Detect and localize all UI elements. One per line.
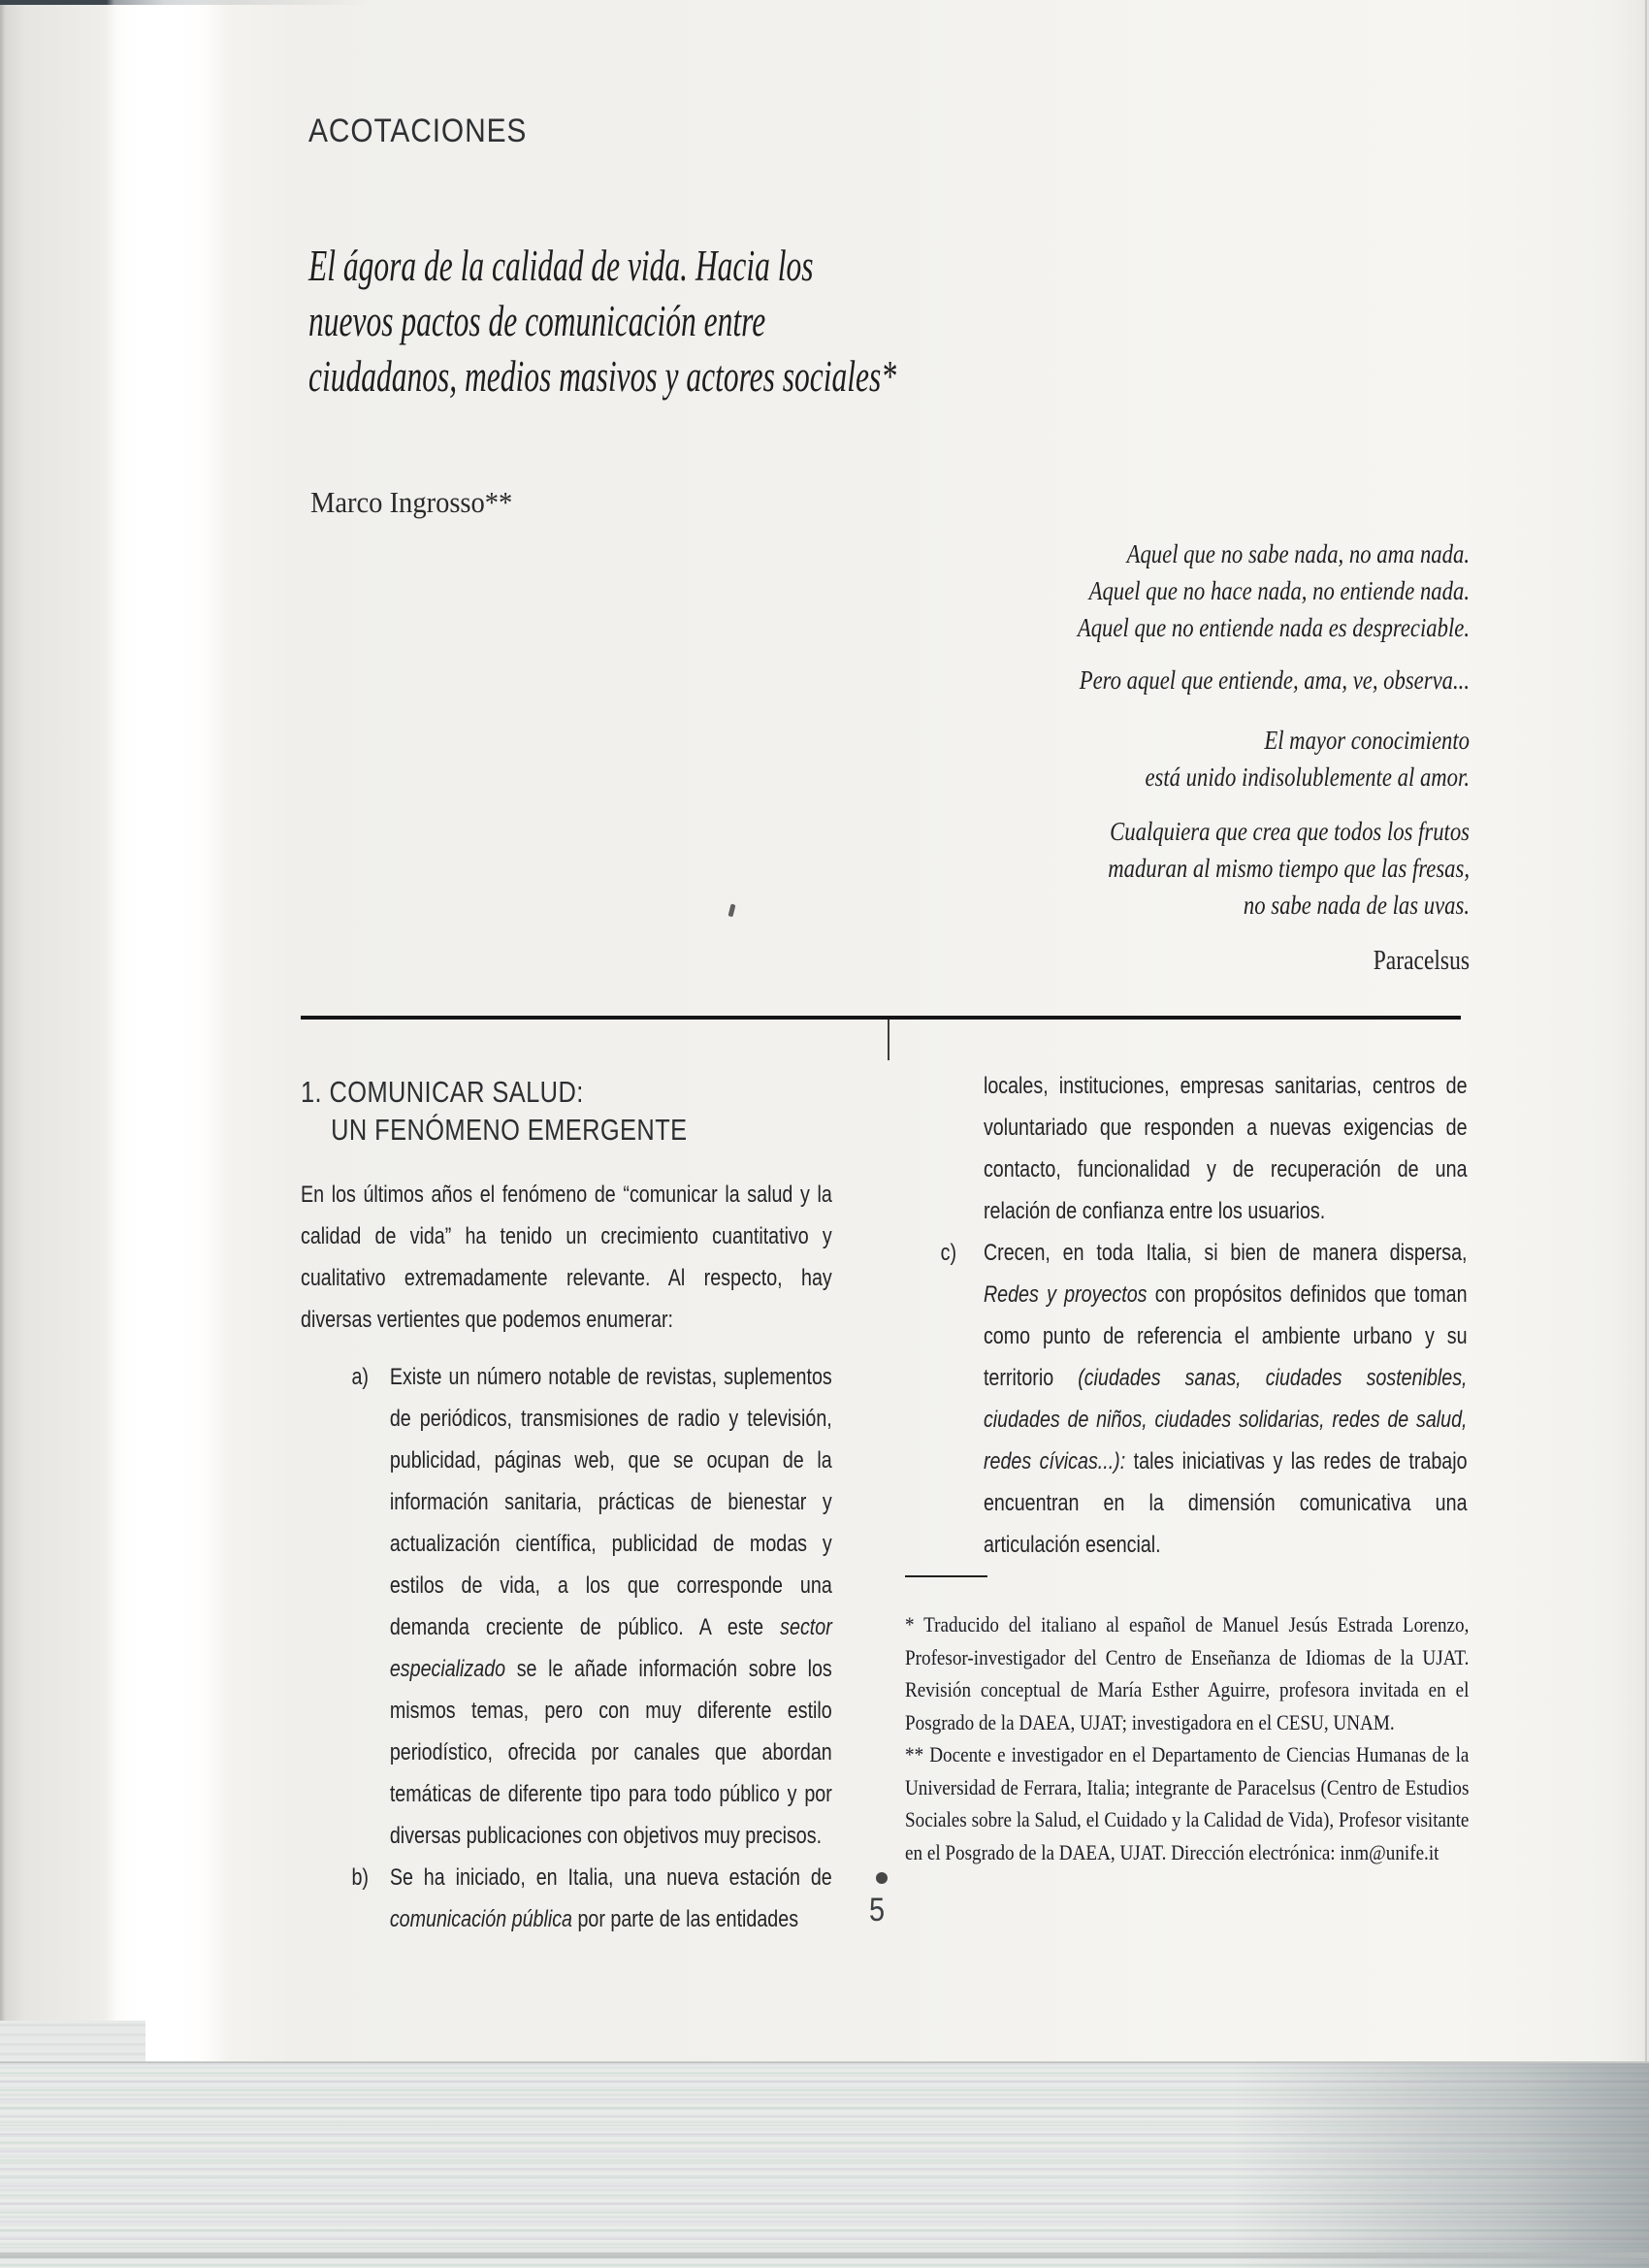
item-list	[922, 1232, 1468, 1566]
item-text: Crecen, en toda Italia, si bien de manera dispersa, Redes y proyectos con propósitos definidos que toman como punto de referencia el ambiente urbano y su territorio (ciudades sanas, ciudades sostenibles, ciudades de niños, ciudades solidarias, redes de salud, redes cívicas...): tales iniciativas y las redes de trabajo encuentran en la dimensión comunicativa una articulación esencial.	[983, 1240, 1468, 1558]
section-kicker: ACOTACIONES	[308, 113, 528, 149]
item-text: Se ha iniciado, en Italia, una nueva estación de comunicación pública por parte de las entidades	[389, 1864, 832, 1932]
left-column	[301, 1073, 832, 1940]
list-item-c	[922, 1232, 1468, 1566]
page-number: 5	[869, 1892, 886, 1928]
page-number-bullet	[876, 1872, 888, 1884]
title-line: El ágora de la calidad de vida. Hacia los	[308, 242, 814, 291]
footnote: ** Docente e investigador en el Departamento de Ciencias Humanas de la Universidad de Ferrara, Italia; integrante de Paracelsus (Centro de Estudios Sociales sobre la Salud, el Cuidado y la Calidad de Vida), Profesor visitante en el Posgrado de la DAEA, UJAT. Dirección electrónica: inm@unife.it	[905, 1742, 1470, 1864]
footnote-rule	[905, 1575, 987, 1577]
ink-speck-artifact	[728, 904, 736, 918]
epigraph-stanza	[834, 813, 1470, 923]
heading-line: 1. COMUNICAR SALUD:	[301, 1075, 584, 1109]
epigraph-stanza	[834, 535, 1470, 646]
epigraph-line: Pero aquel que entiende, ama, ve, observa...	[1079, 665, 1470, 695]
intro-paragraph: En los últimos años el fenómeno de “comunicar la salud y la calidad de vida” ha tenido un crecimiento cuantitativo y cualitativo extremadamente relevante. Al respecto, hay diversas vertientes que podemos enumerar:	[301, 1182, 832, 1333]
item-marker: b)	[351, 1864, 369, 1891]
section-divider-rule	[301, 1016, 1461, 1020]
author-byline: Marco Ingrosso**	[310, 485, 513, 519]
epigraph-line: Aquel que no sabe nada, no ama nada.	[1126, 539, 1470, 568]
title-line: ciudadanos, medios masivos y actores sociales*	[308, 352, 897, 402]
epigraph	[834, 535, 1470, 980]
epigraph-line: no sabe nada de las uvas.	[1243, 891, 1470, 920]
epigraph-stanza	[834, 662, 1470, 698]
epigraph-line: está unido indisolublemente al amor.	[1145, 762, 1470, 792]
epigraph-line: maduran al mismo tiempo que las fresas,	[1108, 854, 1470, 883]
title-line: nuevos pactos de comunicación entre	[308, 297, 766, 346]
item-text: Existe un número notable de revistas, suplementos de periódicos, transmisiones de radio y televisión, publicidad, páginas web, que se ocupan de la información sanitaria, prácticas de bienestar y actualización científica, publicidad de modas y estilos de vida, a los que corresponde una demanda creciente de público. A este sector especializado se le añade información sobre los mismos temas, pero con muy diferente estilo periodístico, ofrecida por canales que abordan temáticas de diferente tipo para todo público y por diversas publicaciones con objetivos muy precisos.	[389, 1364, 832, 1849]
section-heading	[301, 1073, 832, 1149]
footnotes-block	[905, 1575, 1469, 1868]
right-column	[922, 1065, 1468, 1566]
divider-tick	[888, 1020, 889, 1060]
item-list	[301, 1356, 832, 1940]
item-marker: c)	[940, 1240, 957, 1266]
epigraph-line: Aquel que no entiende nada es despreciable.	[1077, 613, 1470, 642]
epigraph-line: Aquel que no hace nada, no entiende nada.	[1088, 576, 1470, 605]
epigraph-line: El mayor conocimiento	[1264, 726, 1470, 755]
list-item-a	[301, 1356, 832, 1857]
epigraph-attribution: Paracelsus	[1373, 946, 1470, 976]
heading-line: UN FENÓMENO EMERGENTE	[331, 1113, 688, 1147]
item-marker: a)	[351, 1364, 369, 1390]
epigraph-stanza	[834, 722, 1470, 795]
epigraph-line: Cualquiera que crea que todos los frutos	[1110, 817, 1470, 846]
footnote: * Traducido del italiano al español de Manuel Jesús Estrada Lorenzo, Profesor-investigador del Centro de Enseñanza de Idiomas de la UJAT. Revisión conceptual de María Esther Aguirre, profesora invitada en el Posgrado de la DAEA, UJAT; investigadora en el CESU, UNAM.	[905, 1612, 1470, 1734]
continuation-paragraph: locales, instituciones, empresas sanitarias, centros de voluntariado que responden a nuevas exigencias de contacto, funcionalidad y de recuperación de una relación de confianza entre los usuarios.	[983, 1073, 1468, 1224]
article-title	[308, 239, 974, 405]
list-item-b	[301, 1857, 832, 1940]
